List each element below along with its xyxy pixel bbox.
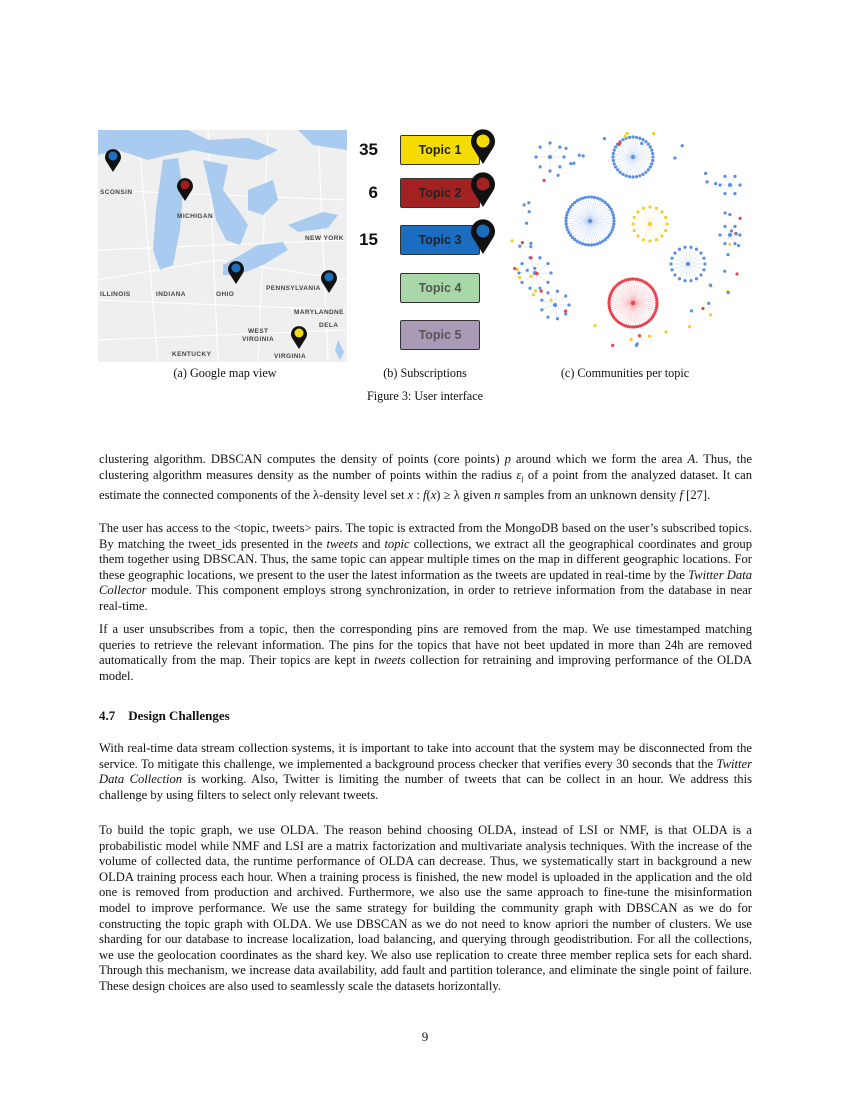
graph-node (532, 293, 535, 296)
graph-node (611, 228, 614, 231)
graph-edge (650, 212, 662, 224)
graph-edge (555, 305, 557, 319)
topic-1-button[interactable] (400, 135, 480, 165)
graph-node (714, 182, 717, 185)
graph-node (735, 272, 738, 275)
graph-node (670, 257, 673, 260)
graph-node (690, 309, 693, 312)
topic-3-button[interactable] (400, 225, 480, 255)
graph-node (641, 173, 644, 176)
graph-hub-node (553, 303, 557, 307)
graph-node (631, 222, 634, 225)
map-image (98, 130, 347, 362)
graph-node (550, 299, 553, 302)
graph-node (564, 147, 567, 150)
graph-edge (555, 291, 557, 305)
paragraph-challenges: With real-time data stream collection systems, it is important to take into account that the system may be disconnected from the service. To mitigate this challenge, we implemented a background process checker that verifies every 30 seconds that the Twitter Data Collection is working. Also, Twitter is limiting the number of tweets that can be collect in an hour. We address this challenge by using filters to select only relevant tweets. (99, 741, 752, 802)
graph-node (673, 273, 676, 276)
paragraph-dbscan: clustering algorithm. DBSCAN computes the density of points (core points) p around which we form the area A. Thus, the clustering algorithm measures density as the number of points within the radius $\varepsilon_l$ of a point from the analyzed dataset. It can estimate the connected components of the λ-density level set x : f(x) ≥ λ given n samples from an unknown density f [27]. (99, 452, 753, 502)
graph-hub-node (728, 183, 732, 187)
graph-node (564, 309, 567, 312)
graph-edge (638, 212, 650, 224)
graph-node (678, 277, 681, 280)
graph-node (670, 268, 673, 271)
graph-node (599, 241, 602, 244)
graph-node (655, 238, 658, 241)
graph-node (611, 344, 614, 347)
graph-node (689, 279, 692, 282)
paragraph-unsubscribe: If a user unsubscribes from a topic, then the corresponding pins are removed from the map. We use timestamped matching queries to retrieve the relevant information. The pins for the topics that have not beet updated in more than 24h are removed automatically from the map. Their topics are kept in tweets collection for retraining and improving performance of the OLDA model. (99, 622, 752, 683)
graph-node (612, 159, 615, 162)
graph-edge (672, 264, 688, 270)
graph-node (618, 141, 621, 144)
graph-node (614, 145, 617, 148)
graph-node (738, 183, 741, 186)
graph-node (706, 180, 709, 183)
graph-node (636, 210, 639, 213)
map-label: NE (334, 309, 344, 316)
graph-hub-node (728, 233, 732, 237)
graph-node (596, 242, 599, 245)
graph-node (584, 196, 587, 199)
graph-node (723, 270, 726, 273)
map-label: MARYLAND (294, 309, 335, 316)
graph-node (669, 262, 672, 265)
graph-edge (540, 147, 550, 157)
graph-node (518, 276, 521, 279)
graph-node (640, 142, 643, 145)
graph-node (581, 242, 584, 245)
graph-node (651, 155, 654, 158)
graph-node (587, 243, 590, 246)
graph-node (612, 222, 615, 225)
graph-node (702, 257, 705, 260)
graph-node (648, 335, 651, 338)
graph-node (572, 162, 575, 165)
graph-node (726, 253, 729, 256)
graph-node (562, 155, 565, 158)
graph-node (538, 256, 541, 259)
graph-node (728, 243, 731, 246)
graph-hub-node (588, 219, 592, 223)
graph-node (624, 135, 627, 138)
graph-node (567, 303, 570, 306)
graph-node (638, 334, 641, 337)
graph-node (590, 195, 593, 198)
graph-node (642, 207, 645, 210)
map-label: INDIANA (156, 291, 186, 298)
graph-node (727, 291, 730, 294)
graph-node (564, 312, 567, 315)
graph-node (613, 149, 616, 152)
graph-node (539, 146, 542, 149)
graph-node (648, 205, 651, 208)
graph-node (612, 213, 615, 216)
graph-node (558, 165, 561, 168)
section-heading: 4.7 Design Challenges (99, 708, 230, 723)
communities-graph (505, 125, 750, 360)
graph-node (660, 234, 663, 237)
graph-node (707, 302, 710, 305)
graph-node (681, 144, 684, 147)
graph-node (539, 165, 542, 168)
graph-node (737, 244, 740, 247)
graph-node (683, 246, 686, 249)
map-label: MICHIGAN (177, 213, 214, 220)
graph-node (665, 222, 668, 225)
graph-node (540, 290, 543, 293)
graph-node (699, 273, 702, 276)
graph-node (565, 225, 568, 228)
graph-node (626, 132, 629, 135)
graph-node (565, 213, 568, 216)
graph-node (520, 281, 523, 284)
graph-node (625, 174, 628, 177)
graph-node (530, 275, 533, 278)
graph-node (641, 138, 644, 141)
caption-a: (a) Google map view (173, 366, 277, 380)
graph-node (651, 159, 654, 162)
graph-node (647, 143, 650, 146)
graph-edge (675, 253, 688, 264)
graph-edge (542, 305, 555, 310)
graph-node (584, 243, 587, 246)
graph-node (703, 262, 706, 265)
graph-node (633, 229, 636, 232)
graph-node (683, 279, 686, 282)
graph-node (723, 242, 726, 245)
graph-node (644, 140, 647, 143)
google-map-view (98, 130, 347, 362)
graph-hub-node (548, 155, 552, 159)
graph-node (649, 145, 652, 148)
graph-node (549, 271, 552, 274)
graph-node (735, 232, 738, 235)
graph-node (546, 262, 549, 265)
graph-node (578, 154, 581, 157)
map-label: OHIO (216, 291, 235, 298)
graph-edge (688, 258, 704, 264)
map-label: NEW YORK (305, 235, 344, 242)
graph-node (733, 192, 736, 195)
subscriber-count: 35 (359, 140, 378, 159)
map-label: WEST (248, 328, 269, 335)
graph-edge (672, 258, 688, 264)
graph-hub-node (631, 301, 635, 305)
graph-node (569, 162, 572, 165)
graph-node (631, 135, 634, 138)
graph-node (548, 169, 551, 172)
graph-node (548, 141, 551, 144)
graph-node (538, 287, 541, 290)
graph-node (723, 192, 726, 195)
graph-node (527, 201, 530, 204)
graph-node (704, 172, 707, 175)
graph-node (534, 155, 537, 158)
graph-node (635, 175, 638, 178)
graph-node (673, 156, 676, 159)
graph-node (596, 197, 599, 200)
graph-node (730, 229, 733, 232)
graph-node (650, 149, 653, 152)
graph-node (655, 299, 658, 302)
graph-node (651, 152, 654, 155)
graph-node (612, 216, 615, 219)
graph-node (709, 284, 712, 287)
graph-edge (550, 147, 560, 157)
map-pin-icon (470, 219, 496, 255)
graph-node (566, 228, 569, 231)
graph-node (621, 138, 624, 141)
graph-node (520, 262, 523, 265)
graph-node (701, 307, 704, 310)
graph-edge (638, 224, 650, 236)
graph-node (517, 271, 520, 274)
map-pin-icon (470, 172, 496, 208)
graph-node (593, 243, 596, 246)
graph-edge (650, 224, 662, 236)
graph-node (614, 165, 617, 168)
graph-hub-node (631, 155, 635, 159)
graph-node (594, 324, 597, 327)
map-label: SCONSIN (100, 189, 133, 196)
graph-edge (535, 258, 540, 273)
graph-node (739, 217, 742, 220)
graph-node (689, 246, 692, 249)
graph-node (518, 245, 521, 248)
subscriber-count: 15 (359, 230, 378, 249)
graph-node (673, 251, 676, 254)
map-pin-icon (470, 129, 496, 165)
graph-node (733, 175, 736, 178)
graph-node (603, 137, 606, 140)
graph-node (528, 210, 531, 213)
graph-node (688, 325, 691, 328)
graph-node (650, 162, 653, 165)
graph-node (564, 294, 567, 297)
graph-node (536, 272, 539, 275)
graph-edge (688, 264, 704, 270)
graph-node (738, 233, 741, 236)
graph-node (556, 290, 559, 293)
graph-edge (688, 264, 701, 275)
figure-caption: Figure 3: User interface (366, 389, 484, 403)
graph-node (556, 317, 559, 320)
graph-node (529, 242, 532, 245)
graph-node (526, 269, 529, 272)
graph-node (621, 173, 624, 176)
graph-edge (548, 305, 555, 317)
graph-node (529, 245, 532, 248)
graph-node (664, 216, 667, 219)
graph-node (611, 155, 614, 158)
graph-node (702, 268, 705, 271)
graph-node (695, 248, 698, 251)
graph-node (638, 137, 641, 140)
graph-node (528, 287, 531, 290)
page-number: 9 (421, 1029, 429, 1044)
graph-node (709, 313, 712, 316)
graph-node (664, 229, 667, 232)
graph-node (557, 174, 560, 177)
graph-node (540, 308, 543, 311)
graph-node (530, 256, 533, 259)
topic-label: Topic 2 (418, 186, 462, 200)
graph-node (612, 219, 615, 222)
graph-edge (522, 264, 535, 273)
graph-node (611, 211, 614, 214)
graph-hub-node (686, 262, 690, 266)
topic-5-button[interactable] (400, 320, 480, 350)
graph-node (628, 136, 631, 139)
graph-node (629, 338, 632, 341)
graph-node (616, 168, 619, 171)
paragraph-olda: To build the topic graph, we use OLDA. The reason behind choosing OLDA, instead of LSI or NMF, is that OLDA is a probabilistic model while NMF and LSI are a matrix factorization and multivariate analysis techniques. With the increase of the volume of collected data, the runtime performance of OLDA can decrease. Thus, we systematically start in background a new OLDA training process each hour. When a training process is finished, the new model is uploaded in the application and the old one is removed from production and archived. Furthermore, we also use the same approach to fine-tune the misinformation model to improve performance. We use the same strategy for building the community graph with DBSCAN as we do for constructing the topic graph with OLDA. We use DBSCAN as we do not need to know apriori the number of clusters. We use sharding for our database to increase localization, load balancing, and querying through geodistribution. For all the collections, we use the geolocation coordinates as the shard key. We also use replication to create three member replica sets for each shard. Through this mechanism, we increase data availability, add fault and partition tolerance, and eliminate the single point of failure. These design choices are also used to seamlessly scale the datasets horizontally. (99, 823, 752, 993)
graph-node (546, 281, 549, 284)
graph-node (558, 146, 561, 149)
graph-node (565, 222, 568, 225)
caption-b: (b) Subscriptions (383, 366, 467, 380)
graph-node (582, 154, 585, 157)
graph-edge (550, 157, 560, 167)
graph-node (543, 179, 546, 182)
graph-node (564, 219, 567, 222)
graph-node (631, 175, 634, 178)
graph-node (590, 243, 593, 246)
graph-node (678, 248, 681, 251)
graph-node (724, 211, 727, 214)
graph-node (628, 175, 631, 178)
graph-node (534, 289, 537, 292)
caption-c: (c) Communities per topic (560, 366, 690, 380)
graph-node (733, 242, 736, 245)
graph-node (566, 211, 569, 214)
graph-node (642, 238, 645, 241)
graph-edge (555, 296, 566, 305)
graph-node (718, 183, 721, 186)
graph-edge (535, 264, 548, 273)
graph-node (540, 299, 543, 302)
map-label: ILLINOIS (100, 291, 131, 298)
graph-node (612, 152, 615, 155)
graph-node (546, 316, 549, 319)
topic-label: Topic 5 (418, 328, 462, 342)
graph-node (723, 175, 726, 178)
graph-edge (540, 157, 550, 167)
graph-node (613, 162, 616, 165)
graph-edge (688, 253, 701, 264)
graph-node (648, 239, 651, 242)
topic-label: Topic 4 (418, 281, 462, 295)
graph-node (565, 216, 568, 219)
topic-label: Topic 3 (418, 233, 462, 247)
graph-edge (530, 258, 535, 273)
topic-2-button[interactable] (400, 178, 480, 208)
graph-node (633, 216, 636, 219)
graph-node (581, 197, 584, 200)
map-label: VIRGINIA (242, 336, 275, 343)
graph-node (718, 233, 721, 236)
graph-node (609, 208, 612, 211)
graph-edge (522, 273, 535, 282)
topic-4-button[interactable] (400, 273, 480, 303)
graph-edge (535, 273, 540, 288)
graph-node (733, 225, 736, 228)
graph-node (636, 234, 639, 237)
paragraph-topic-pairs: The user has access to the <topic, tweets> pairs. The topic is extracted from the MongoDB based on the user’s subscribed topics. By matching the tweet_ids presented in the tweets and topic collections, we extract all the geographical coordinates and group them together using DBSCAN. Thus, the same topic can appear multiple times on the map in different geographic locations. For these geographic locations, we present to the user the latest information as the tweets are updated in real-time by the Twitter Data Collector module. This component employs strong synchronization, in order to retrieve information from the database in near real-time. (99, 521, 753, 613)
graph-node (635, 344, 638, 347)
graph-node (513, 267, 516, 270)
graph-node (660, 210, 663, 213)
graph-edge (555, 305, 566, 314)
graph-hub-node (648, 222, 652, 226)
graph-node (723, 225, 726, 228)
subscriber-count: 6 (368, 183, 378, 202)
graph-node (525, 222, 528, 225)
topic-label: Topic 1 (418, 143, 462, 157)
graph-node (699, 251, 702, 254)
graph-node (587, 195, 590, 198)
graph-node (612, 225, 615, 228)
graph-node (728, 213, 731, 216)
graph-node (546, 291, 549, 294)
graph-node (593, 196, 596, 199)
graph-node (635, 136, 638, 139)
graph-node (647, 168, 650, 171)
graph-node (521, 241, 524, 244)
graph-node (523, 203, 526, 206)
graph-node (578, 198, 581, 201)
graph-node (649, 165, 652, 168)
map-label: KENTUCKY (172, 351, 212, 358)
graph-node (655, 207, 658, 210)
graph-node (533, 267, 536, 270)
map-label: PENNSYLVANIA (266, 285, 321, 292)
graph-node (652, 132, 655, 135)
graph-edge (675, 264, 688, 275)
graph-node (567, 231, 570, 234)
graph-edge (542, 300, 555, 305)
map-label: VIRGINIA (274, 353, 307, 360)
graph-node (511, 239, 514, 242)
graph-node (638, 174, 641, 177)
graph-node (695, 277, 698, 280)
graph-node (619, 171, 622, 174)
graph-node (664, 330, 667, 333)
graph-node (644, 171, 647, 174)
map-label: DELA (319, 322, 339, 329)
